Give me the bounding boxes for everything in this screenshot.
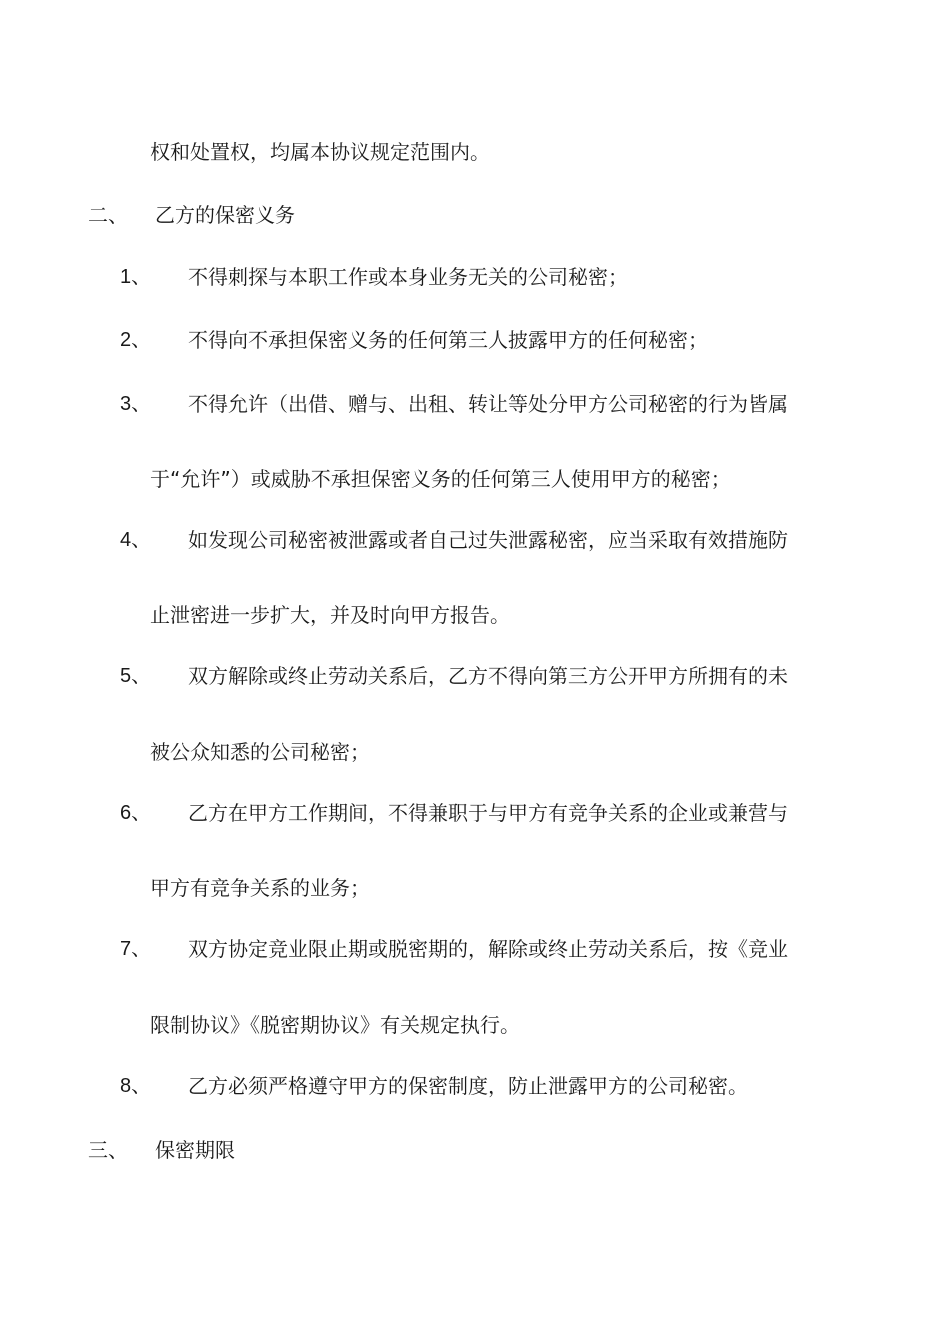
item-6-text: 乙方在甲方工作期间，不得兼职于与甲方有竞争关系的企业或兼营与 — [188, 801, 788, 825]
section-2-marker: 二、 — [88, 203, 128, 227]
item-5-text: 双方解除或终止劳动关系后，乙方不得向第三方公开甲方所拥有的未 — [188, 664, 788, 688]
item-6-marker: 6、 — [120, 802, 152, 824]
item-7-text: 双方协定竞业限止期或脱密期的，解除或终止劳动关系后，按《竞业 — [188, 937, 788, 961]
item-1-text: 不得刺探与本职工作或本身业务无关的公司秘密； — [188, 265, 628, 289]
item-7-marker: 7、 — [120, 938, 152, 960]
item-1-marker: 1、 — [120, 266, 152, 288]
item-3-marker: 3、 — [120, 393, 152, 415]
section-3-title: 保密期限 — [155, 1138, 235, 1162]
item-4-continuation: 止泄密进一步扩大，并及时向甲方报告。 — [150, 603, 510, 627]
item-4-text: 如发现公司秘密被泄露或者自己过失泄露秘密，应当采取有效措施防 — [188, 528, 788, 552]
item-2-marker: 2、 — [120, 329, 152, 351]
item-3-continuation: 于“允许”）或威胁不承担保密义务的任何第三人使用甲方的秘密； — [150, 467, 731, 491]
item-5-continuation: 被公众知悉的公司秘密； — [150, 740, 370, 764]
item-8-text: 乙方必须严格遵守甲方的保密制度，防止泄露甲方的公司秘密。 — [188, 1074, 748, 1098]
item-4-marker: 4、 — [120, 529, 152, 551]
item-8-marker: 8、 — [120, 1075, 152, 1097]
section-2-title: 乙方的保密义务 — [155, 203, 295, 227]
continuation-text: 权和处置权，均属本协议规定范围内。 — [150, 140, 490, 164]
section-3-marker: 三、 — [88, 1138, 128, 1162]
item-7-continuation: 限制协议》《脱密期协议》有关规定执行。 — [150, 1013, 520, 1037]
item-6-continuation: 甲方有竞争关系的业务； — [150, 876, 370, 900]
item-3-text: 不得允许（出借、赠与、出租、转让等处分甲方公司秘密的行为皆属 — [188, 392, 788, 416]
item-2-text: 不得向不承担保密义务的任何第三人披露甲方的任何秘密； — [188, 328, 708, 352]
item-5-marker: 5、 — [120, 665, 152, 687]
